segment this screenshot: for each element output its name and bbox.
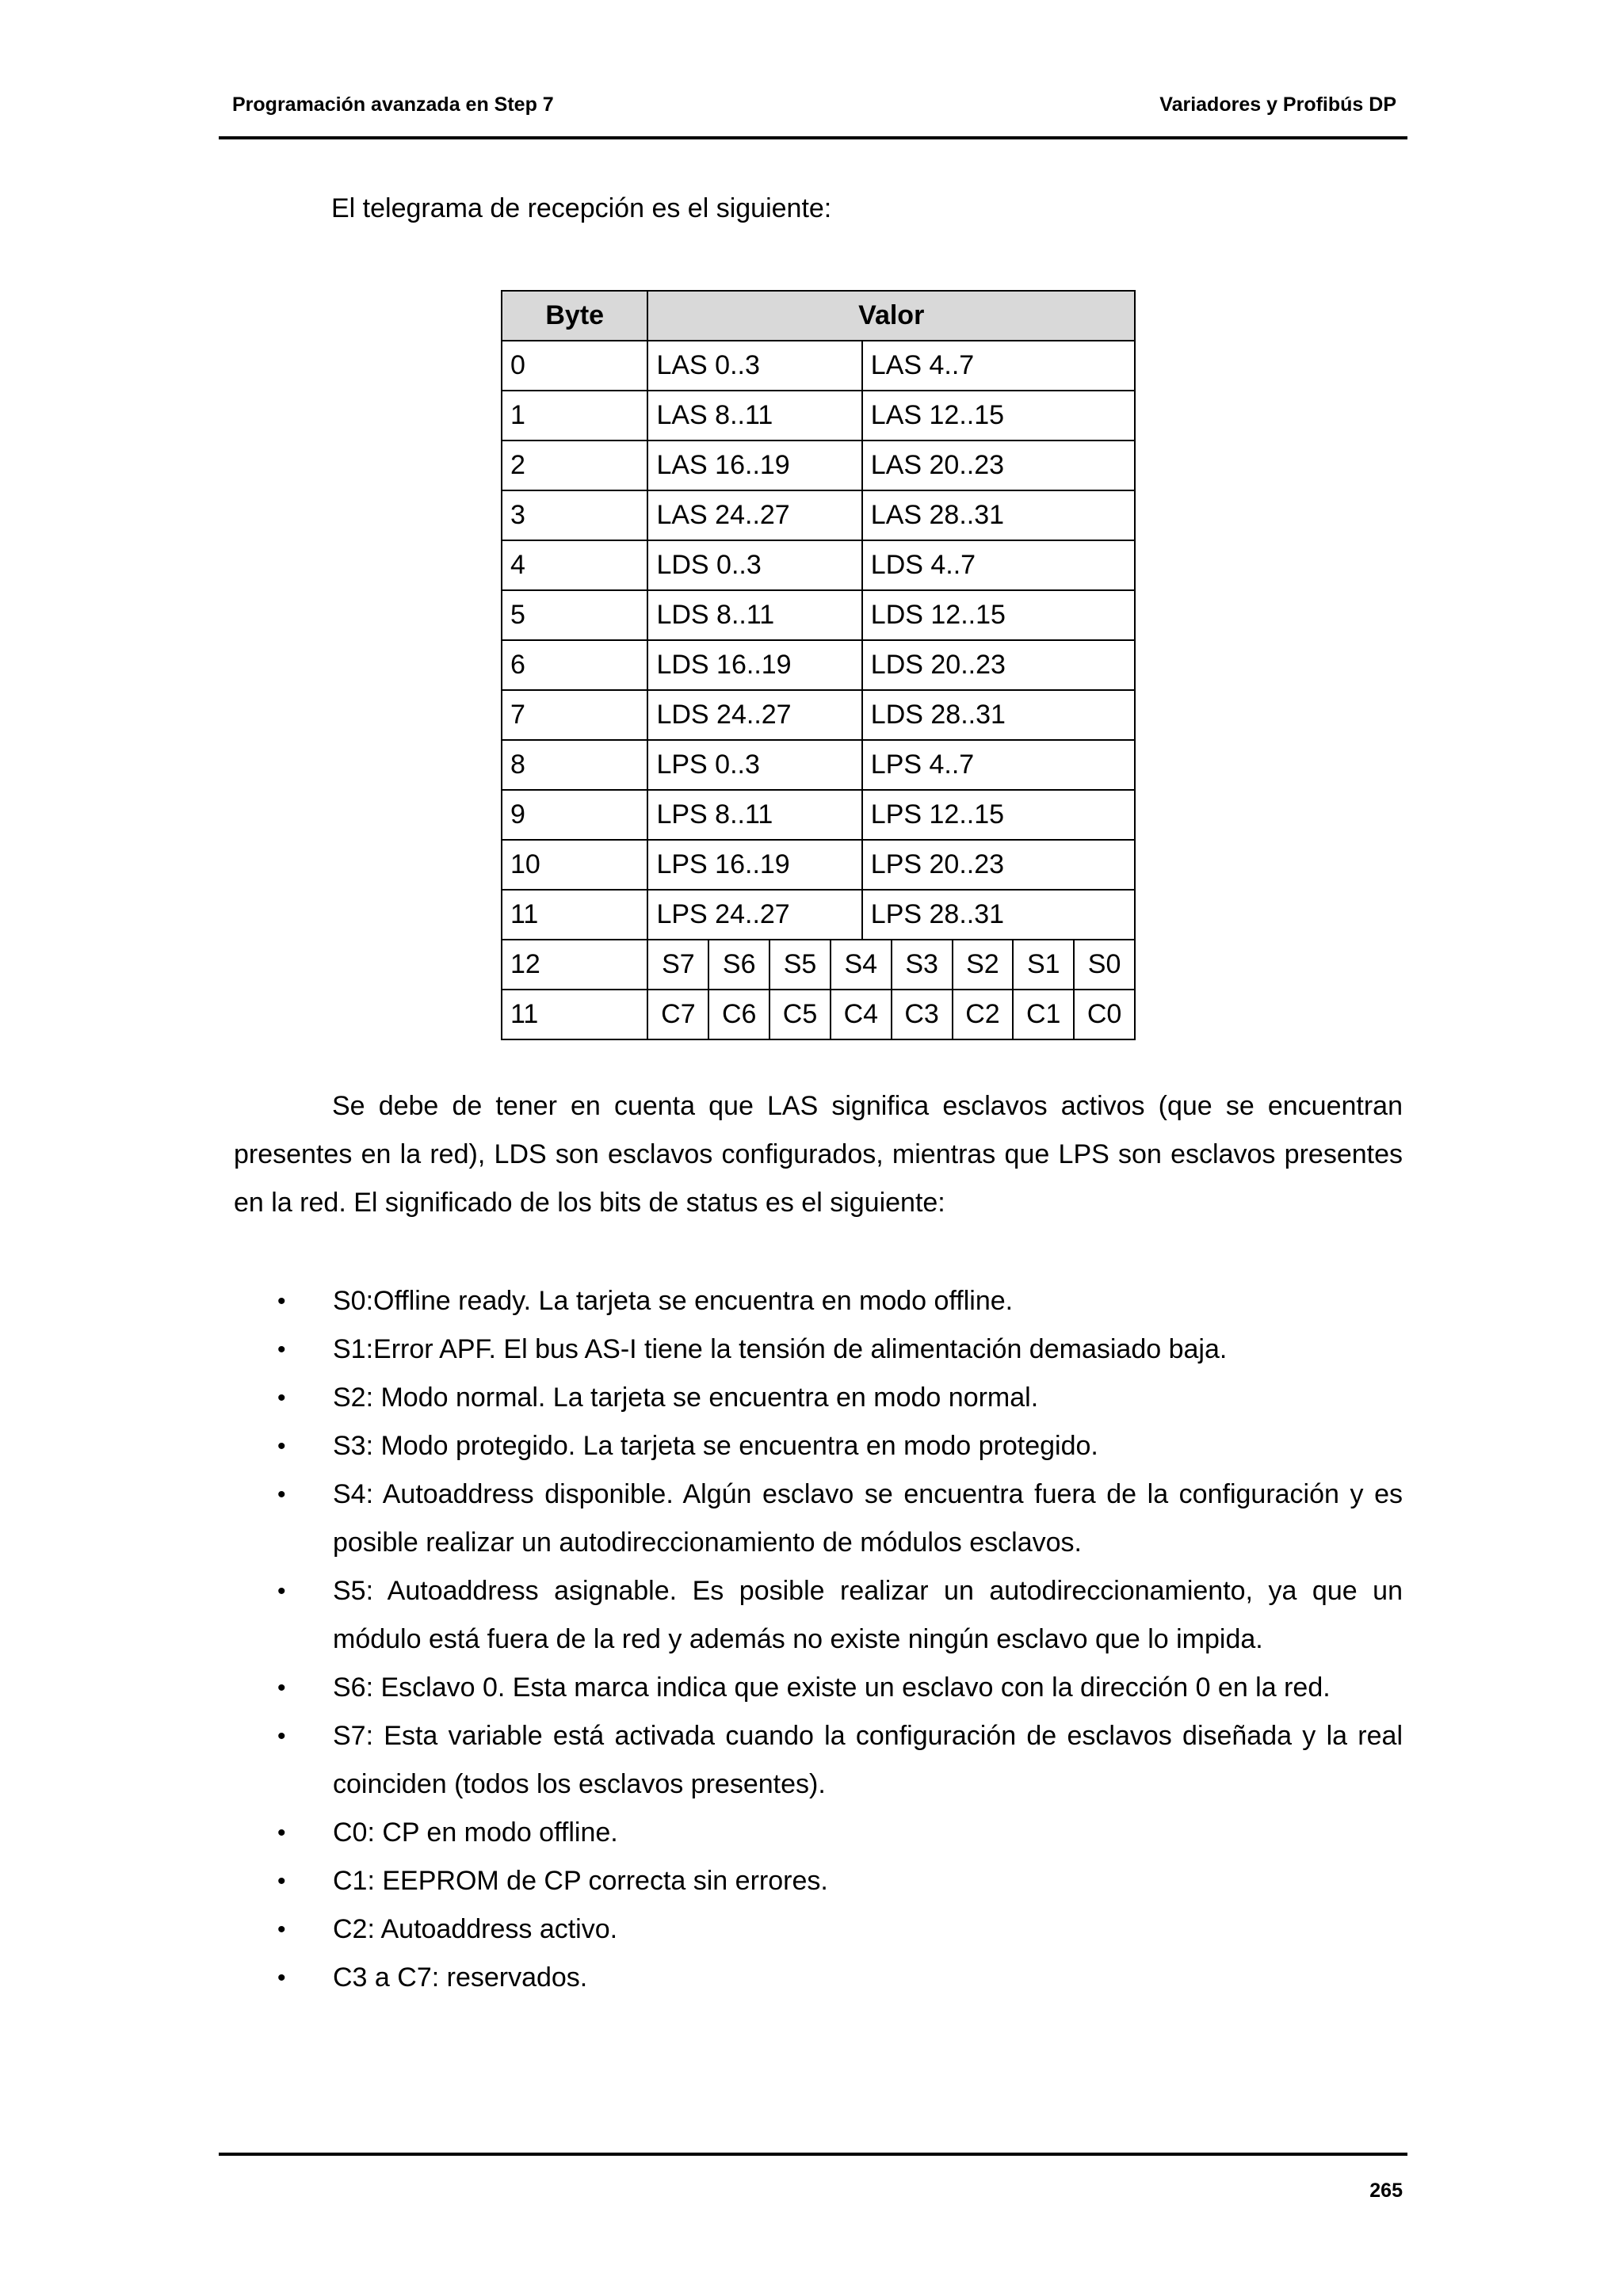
byte-cell: 11 (502, 890, 647, 940)
bullet-icon: • (277, 1385, 286, 1411)
table-row (502, 490, 1135, 540)
list-item-text: S0:Offline ready. La tarjeta se encuentra en modo offline. (333, 1286, 1014, 1316)
bit-cell: C5 (769, 990, 831, 1039)
list-item-text: S5: Autoaddress asignable. Es posible realizar un autodireccionamiento, ya que un módulo está fuera de la red y además no existe ningún esclavo que lo impida. (333, 1576, 1403, 1654)
value-cell-low: LDS 24..27 (647, 690, 861, 740)
value-cell-high: LAS 20..23 (862, 441, 1135, 490)
footer-rule (219, 2153, 1407, 2156)
table-row (502, 441, 1135, 490)
list-item-text: C1: EEPROM de CP correcta sin errores. (333, 1866, 828, 1896)
bullet-icon: • (277, 1965, 286, 1991)
bit-cell: S6 (708, 940, 769, 990)
list-item (277, 1905, 1403, 1954)
value-cell-low: LAS 0..3 (647, 341, 861, 391)
table-row (502, 341, 1135, 391)
bit-cell: S2 (953, 940, 1014, 990)
list-item (277, 1422, 1403, 1470)
list-item (277, 1954, 1403, 2002)
bit-cell: C1 (1013, 990, 1074, 1039)
list-item-text: C0: CP en modo offline. (333, 1817, 618, 1848)
value-cell-low: LPS 8..11 (647, 790, 861, 840)
bit-cell: S1 (1013, 940, 1074, 990)
list-item (277, 1325, 1403, 1374)
table-row (502, 690, 1135, 740)
byte-cell: 9 (502, 790, 647, 840)
list-item (277, 1664, 1403, 1712)
byte-cell: 3 (502, 490, 647, 540)
bit-cell: S0 (1074, 940, 1135, 990)
value-cell-low: LAS 24..27 (647, 490, 861, 540)
list-item-text: S1:Error APF. El bus AS-I tiene la tensión de alimentación demasiado baja. (333, 1334, 1228, 1364)
byte-cell: 7 (502, 690, 647, 740)
byte-cell: 11 (502, 990, 647, 1039)
description-paragraph (234, 1082, 1403, 1227)
table-row (502, 391, 1135, 441)
table-row (502, 790, 1135, 840)
list-item-text: S6: Esclavo 0. Esta marca indica que existe un esclavo con la dirección 0 en la red. (333, 1672, 1331, 1703)
bit-cell: S4 (831, 940, 892, 990)
value-cell-low: LDS 8..11 (647, 590, 861, 640)
list-item-text: S3: Modo protegido. La tarjeta se encuentra en modo protegido. (333, 1431, 1098, 1461)
byte-cell: 12 (502, 940, 647, 990)
value-cell-low: LAS 8..11 (647, 391, 861, 441)
value-cell-high: LDS 28..31 (862, 690, 1135, 740)
list-item (277, 1277, 1403, 1325)
value-cell-low: LDS 0..3 (647, 540, 861, 590)
status-bits-list (277, 1277, 1403, 2002)
table-row (502, 840, 1135, 890)
bullet-icon: • (277, 1482, 286, 1508)
page-number: 265 (1369, 2180, 1403, 2202)
bit-cell: C0 (1074, 990, 1135, 1039)
bullet-icon: • (277, 1337, 286, 1363)
table-header-row (502, 291, 1135, 341)
list-item (277, 1567, 1403, 1664)
value-cell-high: LDS 20..23 (862, 640, 1135, 690)
value-cell-high: LPS 12..15 (862, 790, 1135, 840)
bullet-icon: • (277, 1917, 286, 1943)
bit-cell: S7 (647, 940, 708, 990)
bit-cell: S5 (769, 940, 831, 990)
value-cell-high: LPS 28..31 (862, 890, 1135, 940)
byte-cell: 2 (502, 441, 647, 490)
list-item (277, 1470, 1403, 1567)
list-item (277, 1857, 1403, 1905)
header-byte: Byte (502, 291, 647, 341)
table-row (502, 890, 1135, 940)
header-valor: Valor (647, 291, 1135, 341)
bullet-icon: • (277, 1578, 286, 1604)
byte-cell: 10 (502, 840, 647, 890)
bit-cell: C7 (647, 990, 708, 1039)
byte-cell: 5 (502, 590, 647, 640)
table-row (502, 540, 1135, 590)
value-cell-high: LAS 12..15 (862, 391, 1135, 441)
byte-cell: 8 (502, 740, 647, 790)
list-item (277, 1809, 1403, 1857)
page-header (232, 93, 1396, 116)
value-cell-high: LAS 28..31 (862, 490, 1135, 540)
value-cell-low: LPS 0..3 (647, 740, 861, 790)
table-row (502, 640, 1135, 690)
bit-cell: C2 (953, 990, 1014, 1039)
bullet-icon: • (277, 1723, 286, 1749)
list-item (277, 1374, 1403, 1422)
bit-cell: C4 (831, 990, 892, 1039)
bullet-icon: • (277, 1820, 286, 1846)
table-body (502, 341, 1135, 1039)
table-row (502, 590, 1135, 640)
header-left-title: Programación avanzada en Step 7 (232, 93, 554, 116)
list-item-text: S4: Autoaddress disponible. Algún esclavo se encuentra fuera de la configuración y es posible realizar un autodireccionamiento de módulos esclavos. (333, 1479, 1403, 1558)
table-row-bits (502, 940, 1135, 990)
bullet-icon: • (277, 1868, 286, 1894)
header-right-title: Variadores y Profibús DP (1159, 93, 1396, 116)
byte-cell: 1 (502, 391, 647, 441)
value-cell-high: LDS 12..15 (862, 590, 1135, 640)
byte-cell: 0 (502, 341, 647, 391)
value-cell-high: LPS 20..23 (862, 840, 1135, 890)
paragraph-text: Se debe de tener en cuenta que LAS significa esclavos activos (que se encuentran presentes en la red), LDS son esclavos configurados, mientras que LPS son esclavos presentes en la red. El significado de los bits de status es el siguiente: (234, 1091, 1403, 1218)
bullet-icon: • (277, 1288, 286, 1314)
telegram-table (501, 290, 1136, 1040)
table-row-bits (502, 990, 1135, 1039)
value-cell-high: LAS 4..7 (862, 341, 1135, 391)
bullet-icon: • (277, 1675, 286, 1701)
value-cell-high: LDS 4..7 (862, 540, 1135, 590)
list-item (277, 1712, 1403, 1809)
value-cell-low: LPS 16..19 (647, 840, 861, 890)
value-cell-high: LPS 4..7 (862, 740, 1135, 790)
bit-cell: S3 (892, 940, 953, 990)
value-cell-low: LPS 24..27 (647, 890, 861, 940)
value-cell-low: LAS 16..19 (647, 441, 861, 490)
list-item-text: C2: Autoaddress activo. (333, 1914, 618, 1944)
list-item-text: S7: Esta variable está activada cuando la configuración de esclavos diseñada y la real coinciden (todos los esclavos presentes). (333, 1721, 1403, 1799)
intro-text: El telegrama de recepción es el siguiente: (331, 193, 832, 223)
byte-cell: 4 (502, 540, 647, 590)
bullet-icon: • (277, 1433, 286, 1459)
bit-cell: C3 (892, 990, 953, 1039)
header-rule (219, 136, 1407, 139)
bit-cell: C6 (708, 990, 769, 1039)
list-item-text: S2: Modo normal. La tarjeta se encuentra en modo normal. (333, 1383, 1039, 1413)
value-cell-low: LDS 16..19 (647, 640, 861, 690)
byte-cell: 6 (502, 640, 647, 690)
list-item-text: C3 a C7: reservados. (333, 1962, 588, 1993)
table-row (502, 740, 1135, 790)
